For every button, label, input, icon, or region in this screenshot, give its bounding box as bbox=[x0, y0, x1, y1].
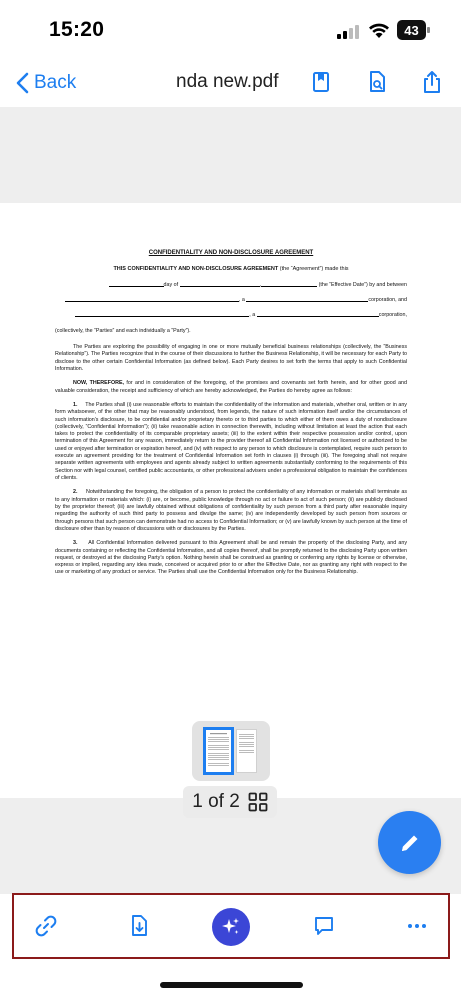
effective-date-label: (the “Effective Date”) by and between bbox=[318, 281, 407, 288]
section-2 bbox=[55, 489, 407, 533]
more-button[interactable] bbox=[399, 908, 435, 944]
page-thumbnail-1[interactable] bbox=[203, 727, 234, 775]
intro-bold: THIS CONFIDENTIALITY AND NON-DISCLOSURE AGREEMENT bbox=[113, 266, 279, 273]
doc-search-icon[interactable] bbox=[365, 70, 389, 94]
share-icon[interactable] bbox=[420, 70, 444, 94]
bookmark-icon[interactable] bbox=[309, 70, 333, 94]
page-content bbox=[55, 249, 407, 584]
home-indicator bbox=[160, 982, 303, 988]
recital-paragraph: The Parties are exploring the possibility of engaging in one or more mutually beneficial business relationships (collectively, the “Business Relationship”). The Parties recognize that in the course of their discussions to further the Business Relationship, it will be necessary for each Party to disclose to the other certain Confidential Information (as defined below). Each Party desires to set forth the terms that apply to such Confidential Information. bbox=[55, 344, 407, 372]
therefore-paragraph bbox=[55, 380, 407, 395]
intro-rest: (the “Agreement”) made this bbox=[278, 266, 349, 273]
page-indicator-button[interactable] bbox=[183, 786, 277, 818]
ai-assistant-icon bbox=[220, 916, 242, 938]
page-indicator-text: 1 of 2 bbox=[192, 791, 240, 812]
grid-icon bbox=[248, 792, 268, 812]
navigation-bar bbox=[0, 60, 461, 106]
bottom-toolbar bbox=[12, 893, 450, 959]
fill-line-2: , a corporation, and bbox=[55, 297, 407, 304]
wifi-icon bbox=[368, 22, 390, 39]
download-icon bbox=[127, 914, 151, 938]
cellular-signal-icon bbox=[337, 25, 359, 39]
therefore-bold: NOW, THEREFORE, bbox=[73, 380, 125, 387]
status-bar bbox=[0, 0, 461, 56]
therefore-rest: for and in consideration of the foregoing, of the promises and covenants set forth herein, and for other good and valuable consideration, the receipt and sufficiency of which are hereby acknowledged, the Parties do hereby agree as follows: bbox=[55, 380, 407, 394]
comment-button[interactable] bbox=[306, 908, 342, 944]
fill-line-1: day of , (the “Effective Date”) by and between bbox=[55, 282, 407, 289]
download-button[interactable] bbox=[121, 908, 157, 944]
link-button[interactable] bbox=[28, 908, 64, 944]
page-thumbnail-2[interactable] bbox=[236, 729, 257, 773]
battery-icon bbox=[397, 20, 430, 40]
comment-icon bbox=[312, 914, 336, 938]
section-3 bbox=[55, 540, 407, 577]
edit-fab-button[interactable] bbox=[378, 811, 441, 874]
section-number: 1. bbox=[73, 401, 78, 408]
section-1 bbox=[55, 402, 407, 482]
page-preview-lines bbox=[206, 730, 231, 772]
status-time: 15:20 bbox=[49, 18, 105, 41]
section-number: 2. bbox=[73, 489, 78, 496]
section-text: Notwithstanding the foregoing, the obligation of a person to protect the confidentiality of any information or materials shall terminate as to any information or materials which: (i) are, or become, public knowledge through no act or failure to act of such person; (ii) are publicly disclosed by the proprietor thereof; (iii) are lawfully obtained without obligations of confidentiality by such person from a third party after reasonable inquiry regarding the authority of such third party to possess and divulge the same; (iv) are independently developed by such person from sources or through persons that such person can demonstrate had no access to Confidential Information; or (v) are lawfully known by such person at the time of disclosure other than by reason of discussions with or disclosures by the Parties. bbox=[55, 489, 407, 532]
day-of-label: day of bbox=[163, 281, 179, 288]
back-label: Back bbox=[34, 72, 77, 93]
section-number: 3. bbox=[73, 540, 78, 547]
party1-corp: corporation, and bbox=[368, 297, 407, 304]
battery-level: 43 bbox=[404, 23, 419, 38]
ai-assistant-button[interactable] bbox=[212, 908, 250, 946]
fill-line-3: , a corporation, bbox=[55, 312, 407, 319]
party2-corp: corporation, bbox=[378, 312, 407, 319]
link-icon bbox=[34, 914, 58, 938]
party1-a: a bbox=[241, 297, 245, 304]
document-title: nda new.pdf bbox=[176, 71, 279, 92]
section-text: All Confidential Information delivered pursuant to this Agreement shall be and remain the property of the disclosing Party, and any documents containing or reflecting the Confidential Information, and all copies thereof, shall be promptly returned to the disclosing Party upon written request, or destroyed at the disclosing Party’s option. Nothing herein shall be construed as granting or conferring any rights by license or otherwise, express or implied, regarding any idea made, conceived or acquired prior to or after the Effective Date, nor as granting any right with respect to the use or marketing of any product or service. The Parties shall use the Confidential Information only for the Business Relationship. bbox=[55, 540, 407, 576]
page-preview-lines bbox=[237, 730, 256, 772]
document-heading: CONFIDENTIALITY AND NON-DISCLOSURE AGREEMENT bbox=[148, 250, 314, 256]
section-text: The Parties shall (i) use reasonable efforts to maintain the confidentiality of the information and materials, whether oral, written or in any form whatsoever, of the other that may be reasonably understood, from legends, the nature of such information itself and/or the circumstances of such information’s disclosure, to be confidential and/or proprietary thereto or to third parties to which either of them owes a duty of nondisclosure (collectively, “Confidential Information”); (ii) take reasonable action in connection therewith, including without limitation at least the action that each takes to protect the confidentiality of its comparable proprietary assets; (iii) to the extent within their respective possession and/or control, upon termination of this Agreement for any reason, immediately return to the provider thereof all Confidential Information not licensed or authorized to be used or enjoyed after termination or expiration hereof, and (iv) with respect to any person to which disclosure is contemplated, require such person to execute an agreement providing for the treatment of Confidential Information set forth in clauses (i) through (iii). The foregoing shall not require separate written agreements with employees and agents already subject to written agreements substantially conforming to the requirements of this Section nor with legal counsel, certified public accountants, or other professional advisers under a professional obligation to maintain the confidences of clients. bbox=[55, 401, 408, 481]
pdf-page[interactable] bbox=[0, 203, 461, 798]
more-icon bbox=[405, 914, 429, 938]
collectively-line: (collectively, the “Parties” and each individually a “Party”). bbox=[55, 327, 191, 334]
pencil-icon bbox=[398, 831, 422, 855]
intro-line bbox=[55, 266, 407, 274]
back-button[interactable] bbox=[16, 68, 76, 98]
chevron-left-icon bbox=[16, 72, 29, 94]
party2-a: a bbox=[252, 312, 256, 319]
